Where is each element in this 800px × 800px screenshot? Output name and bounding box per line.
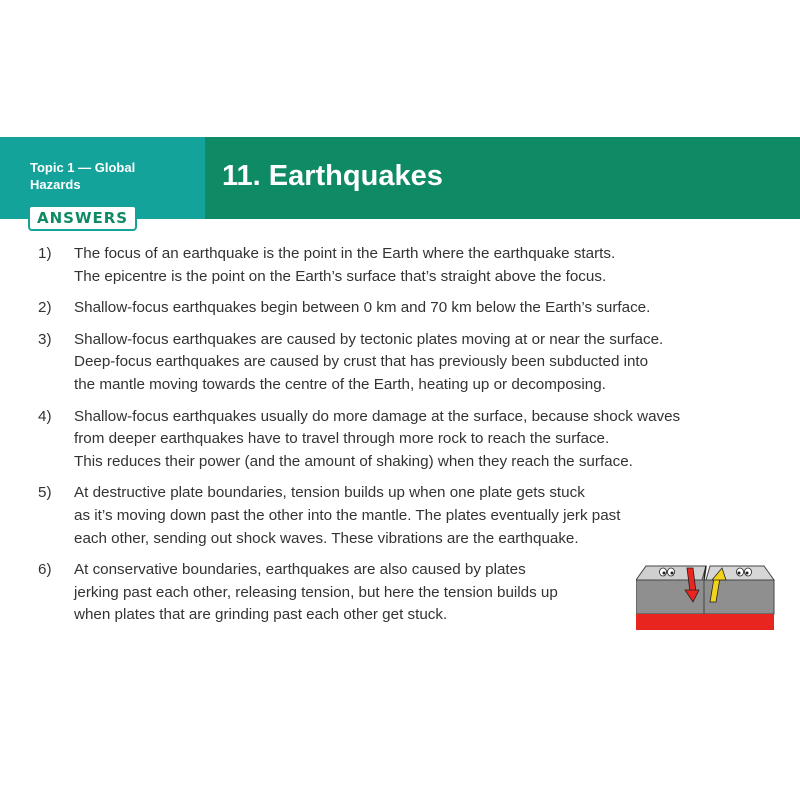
answer-item — [38, 297, 788, 320]
answer-line: Shallow-focus earthquakes begin between 0 km and 70 km below the Earth’s surface. — [74, 299, 651, 317]
answer-text — [74, 559, 558, 627]
answer-number: 2) — [38, 299, 52, 317]
mantle-layer — [636, 614, 774, 630]
answer-line: Shallow-focus earthquakes are caused by tectonic plates moving at or near the surface. — [74, 330, 664, 348]
answer-line: At conservative boundaries, earthquakes are also caused by plates — [74, 561, 526, 579]
answer-text — [74, 329, 663, 397]
answer-line: jerking past each other, releasing tension, but here the tension builds up — [74, 583, 558, 601]
answer-number: 4) — [38, 407, 52, 425]
answer-line: from deeper earthquakes have to travel through more rock to reach the surface. — [74, 430, 610, 448]
answer-number: 5) — [38, 484, 52, 502]
answer-number: 6) — [38, 561, 52, 579]
answer-item — [38, 406, 788, 474]
answer-text — [74, 297, 650, 320]
answer-line: At destructive plate boundaries, tension builds up when one plate gets stuck — [74, 484, 585, 502]
answer-line: each other, sending out shock waves. These vibrations are the earthquake. — [74, 529, 579, 547]
answer-line: Shallow-focus earthquakes usually do more damage at the surface, because shock waves — [74, 407, 681, 425]
answer-item — [38, 243, 788, 288]
answer-line: as it’s moving down past the other into the mantle. The plates eventually jerk past — [74, 506, 621, 524]
fault-illustration — [636, 562, 776, 632]
topic-label: Topic 1 — Global Hazards — [30, 160, 136, 192]
answer-number: 1) — [38, 245, 52, 262]
answer-line: This reduces their power (and the amount of shaking) when they reach the surface. — [74, 452, 633, 470]
answer-line: the mantle moving towards the centre of the Earth, heating up or decomposing. — [74, 375, 606, 393]
crust-front — [636, 580, 774, 614]
answer-line: The focus of an earthquake is the point in the Earth where the earthquake starts. — [74, 245, 616, 262]
answer-line: The epicentre is the point on the Earth’s surface that’s straight above the focus. — [74, 267, 607, 285]
answer-text — [74, 243, 615, 288]
page-title: 11. Earthquakes — [222, 160, 443, 192]
answer-item — [38, 329, 788, 397]
answer-line: Deep-focus earthquakes are caused by crust that has previously been subducted into — [74, 353, 649, 371]
answers-badge: ANSWERS — [28, 205, 137, 231]
answer-text — [74, 406, 680, 474]
answer-item — [38, 482, 788, 550]
answer-text — [74, 482, 621, 550]
answer-line: when plates that are grinding past each other get stuck. — [74, 606, 448, 624]
answer-number: 3) — [38, 330, 52, 348]
